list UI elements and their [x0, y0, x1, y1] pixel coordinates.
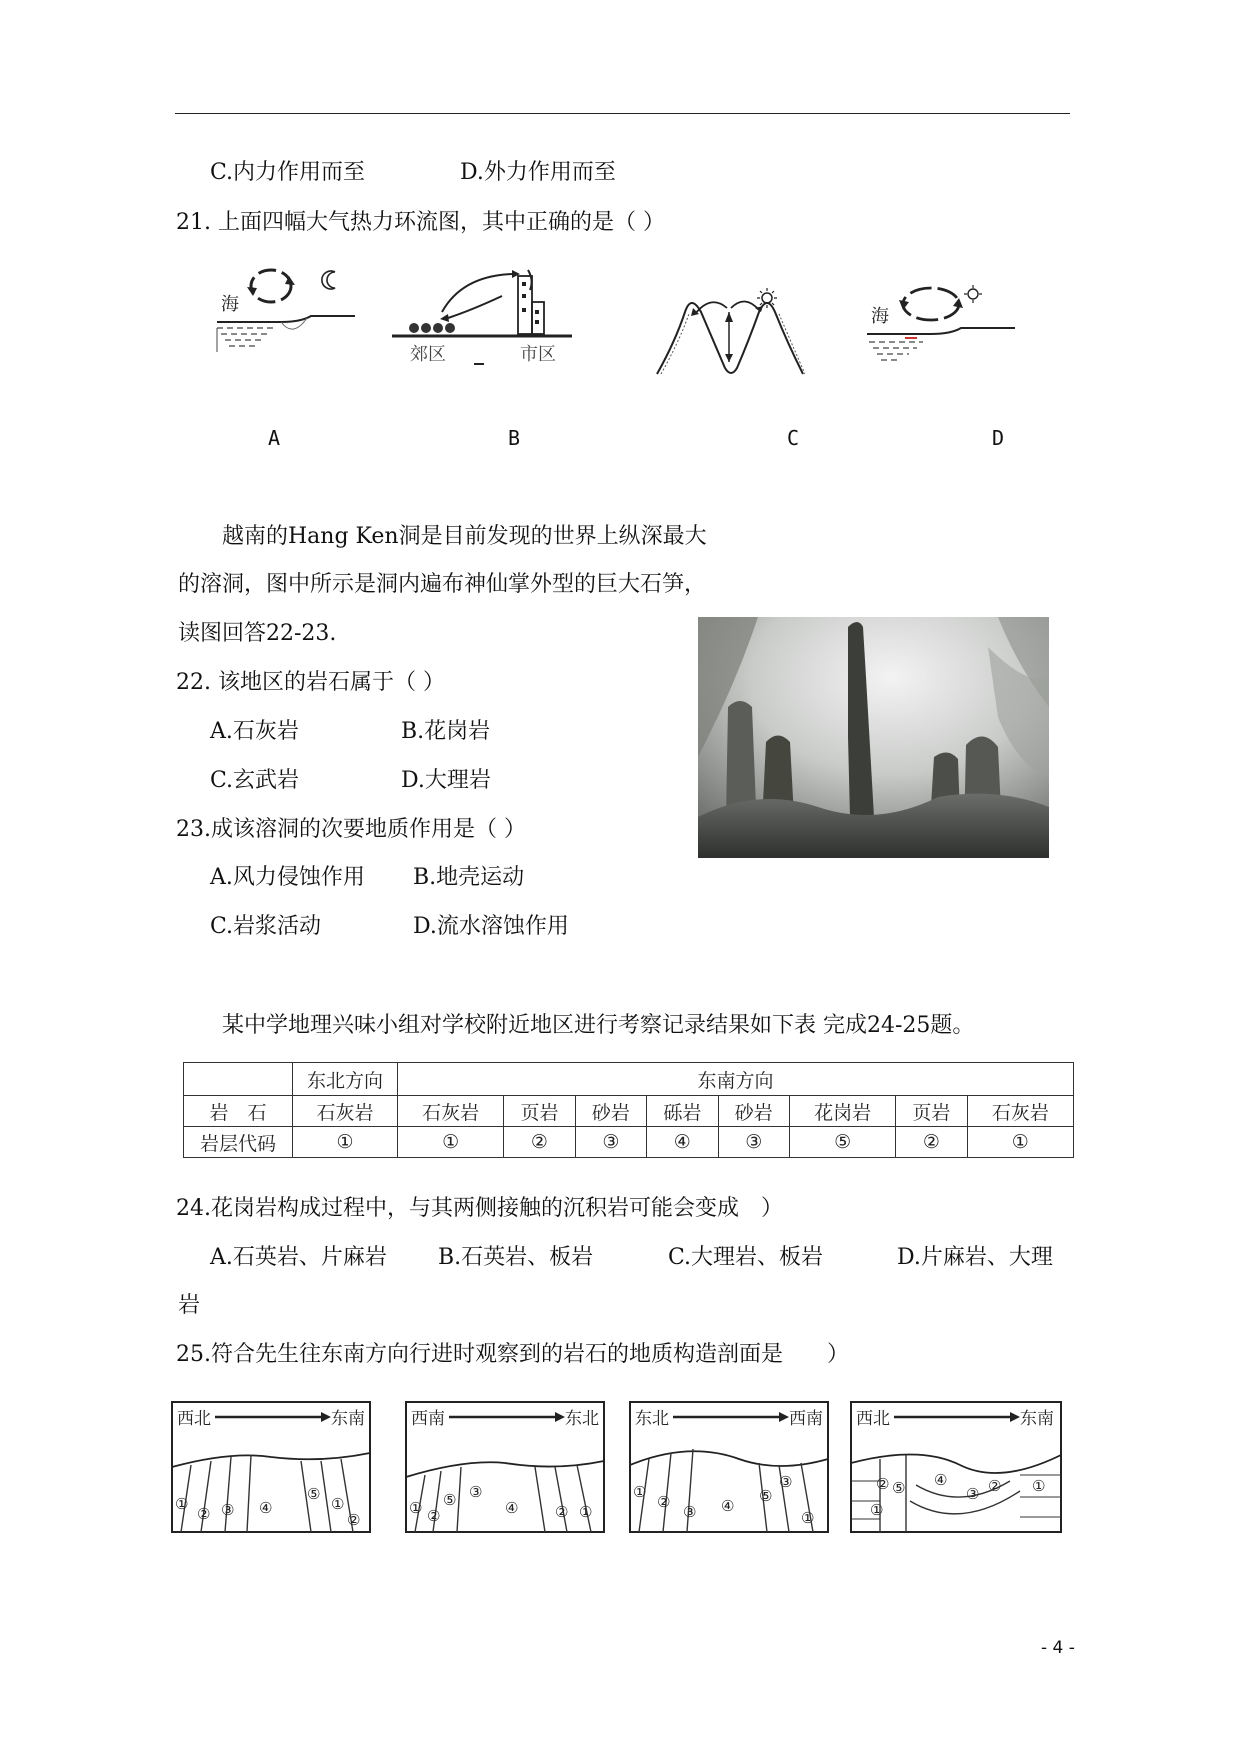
profile-1-left: 西北	[177, 1409, 211, 1429]
question-24: 24.花岗岩构成过程中，与其两侧接触的沉积岩可能会变成 ）	[176, 1196, 783, 1221]
profile-1-code: ②	[347, 1511, 361, 1529]
question-21: 21. 上面四幅大气热力环流图，其中正确的是（ ）	[176, 210, 665, 235]
code-cell: ③	[575, 1127, 646, 1158]
circulation-figure-c	[655, 282, 805, 382]
profile-3-right: 西南	[789, 1409, 823, 1429]
profile-4-code: ②	[876, 1475, 890, 1493]
profile-2-code: ①	[579, 1503, 593, 1521]
figure-a-letter: A	[268, 426, 281, 450]
profile-1-right: 东南	[331, 1409, 365, 1429]
q24-option-d-cont: 岩	[178, 1293, 201, 1318]
q24-option-c: C.大理岩、板岩	[668, 1245, 824, 1270]
profile-1-code: ①	[175, 1495, 189, 1513]
option-c-prev: C.内力作用而至	[210, 160, 366, 185]
profile-2-left: 西南	[411, 1409, 445, 1429]
q23-option-c: C.岩浆活动	[210, 914, 322, 939]
q24-option-d: D.片麻岩、大理	[897, 1245, 1053, 1270]
table-header-northeast: 东北方向	[293, 1063, 398, 1096]
profile-4-code: ②	[988, 1477, 1002, 1495]
geologic-profile-2	[405, 1401, 605, 1533]
figure-c-letter: C	[787, 426, 800, 450]
circulation-figure-d	[865, 270, 1015, 380]
q24-option-b: B.石英岩、板岩	[438, 1245, 594, 1270]
rock-cell: 石灰岩	[398, 1096, 504, 1127]
profile-4-right: 东南	[1020, 1409, 1054, 1429]
table-corner	[184, 1063, 293, 1096]
profile-3-code: ⑤	[759, 1487, 773, 1505]
code-cell: ②	[896, 1127, 967, 1158]
code-cell: ③	[718, 1127, 789, 1158]
profile-1-code: ⑤	[307, 1485, 321, 1503]
table-header-southeast: 东南方向	[398, 1063, 1074, 1096]
profile-4-code: ④	[934, 1471, 948, 1489]
profile-2-right: 东北	[565, 1409, 599, 1429]
q23-option-a: A.风力侵蚀作用	[210, 865, 365, 890]
code-cell: ②	[504, 1127, 575, 1158]
rock-cell: 页岩	[896, 1096, 967, 1127]
profile-3-left: 东北	[635, 1409, 669, 1429]
q23-option-d: D.流水溶蚀作用	[413, 914, 569, 939]
q22-option-d: D.大理岩	[401, 768, 491, 793]
profile-3-code: ②	[657, 1493, 671, 1511]
profile-2-code: ④	[505, 1499, 519, 1517]
profile-4-left: 西北	[856, 1409, 890, 1429]
profile-4-code: ①	[870, 1501, 884, 1519]
profile-3-code: ④	[721, 1497, 735, 1515]
table-row-label-rock: 岩 石	[184, 1096, 293, 1127]
cave-stalagmite-photo	[698, 617, 1049, 858]
profile-1-code: ③	[221, 1501, 235, 1519]
geologic-profile-3	[629, 1401, 829, 1533]
profile-1-code: ②	[197, 1505, 211, 1523]
passage-22-23-line2: 的溶洞，图中所示是洞内遍布神仙掌外型的巨大石笋，	[178, 572, 707, 597]
figure-a-label-sea: 海	[221, 294, 239, 315]
profile-3-code: ③	[683, 1503, 697, 1521]
figure-d-label-sea: 海	[871, 306, 889, 327]
profile-3-code: ①	[633, 1483, 647, 1501]
code-cell: ⑤	[789, 1127, 895, 1158]
question-25: 25.符合先生往东南方向行进时观察到的岩石的地质构造剖面是 ）	[176, 1342, 849, 1367]
profile-1-code: ①	[331, 1495, 345, 1513]
rock-cell: 页岩	[504, 1096, 575, 1127]
profile-4-code: ①	[1032, 1477, 1046, 1495]
header-rule	[175, 113, 1070, 114]
code-cell: ④	[647, 1127, 718, 1158]
profile-4-code: ⑤	[892, 1479, 906, 1497]
profile-4-code: ③	[966, 1485, 980, 1503]
page-number: - 4 -	[1041, 1638, 1075, 1658]
figure-b-label-suburb: 郊区	[410, 344, 446, 365]
profile-3-code: ①	[801, 1509, 815, 1527]
rock-cell: 花岗岩	[789, 1096, 895, 1127]
option-d-prev: D.外力作用而至	[460, 160, 616, 185]
rock-cell: 石灰岩	[293, 1096, 398, 1127]
circulation-figure-b	[392, 252, 572, 372]
profile-2-code: ⑤	[443, 1491, 457, 1509]
question-22: 22. 该地区的岩石属于（ ）	[176, 670, 445, 695]
passage-22-23-line1: 越南的Hang Ken洞是目前发现的世界上纵深最大	[222, 524, 707, 549]
passage-22-23-line3: 读图回答22-23.	[178, 621, 337, 646]
rock-survey-table	[183, 1062, 1074, 1158]
profile-3-code: ③	[779, 1473, 793, 1491]
table-row-label-code: 岩层代码	[184, 1127, 293, 1158]
rock-cell: 砂岩	[718, 1096, 789, 1127]
q23-option-b: B.地壳运动	[413, 865, 525, 890]
figure-b-label-city: 市区	[520, 344, 556, 365]
profile-2-code: ②	[427, 1507, 441, 1525]
profile-2-code: ③	[469, 1483, 483, 1501]
code-cell: ①	[967, 1127, 1073, 1158]
rock-cell: 砾岩	[647, 1096, 718, 1127]
q24-option-a: A.石英岩、片麻岩	[210, 1245, 387, 1270]
geologic-profile-4	[850, 1401, 1062, 1533]
q22-option-b: B.花岗岩	[401, 719, 491, 744]
code-cell: ①	[293, 1127, 398, 1158]
profile-2-code: ①	[409, 1499, 423, 1517]
figure-d-letter: D	[992, 426, 1005, 450]
profile-2-code: ②	[555, 1503, 569, 1521]
q22-option-a: A.石灰岩	[210, 719, 299, 744]
geologic-profile-1	[171, 1401, 371, 1533]
question-23: 23.成该溶洞的次要地质作用是（ ）	[176, 817, 526, 842]
figure-b-letter: B	[508, 426, 521, 450]
code-cell: ①	[398, 1127, 504, 1158]
profile-1-code: ④	[259, 1499, 273, 1517]
rock-cell: 砂岩	[575, 1096, 646, 1127]
q22-option-c: C.玄武岩	[210, 768, 300, 793]
circulation-figure-a	[215, 258, 355, 368]
rock-cell: 石灰岩	[967, 1096, 1073, 1127]
passage-24-25: 某中学地理兴味小组对学校附近地区进行考察记录结果如下表 完成24-25题。	[222, 1013, 975, 1038]
